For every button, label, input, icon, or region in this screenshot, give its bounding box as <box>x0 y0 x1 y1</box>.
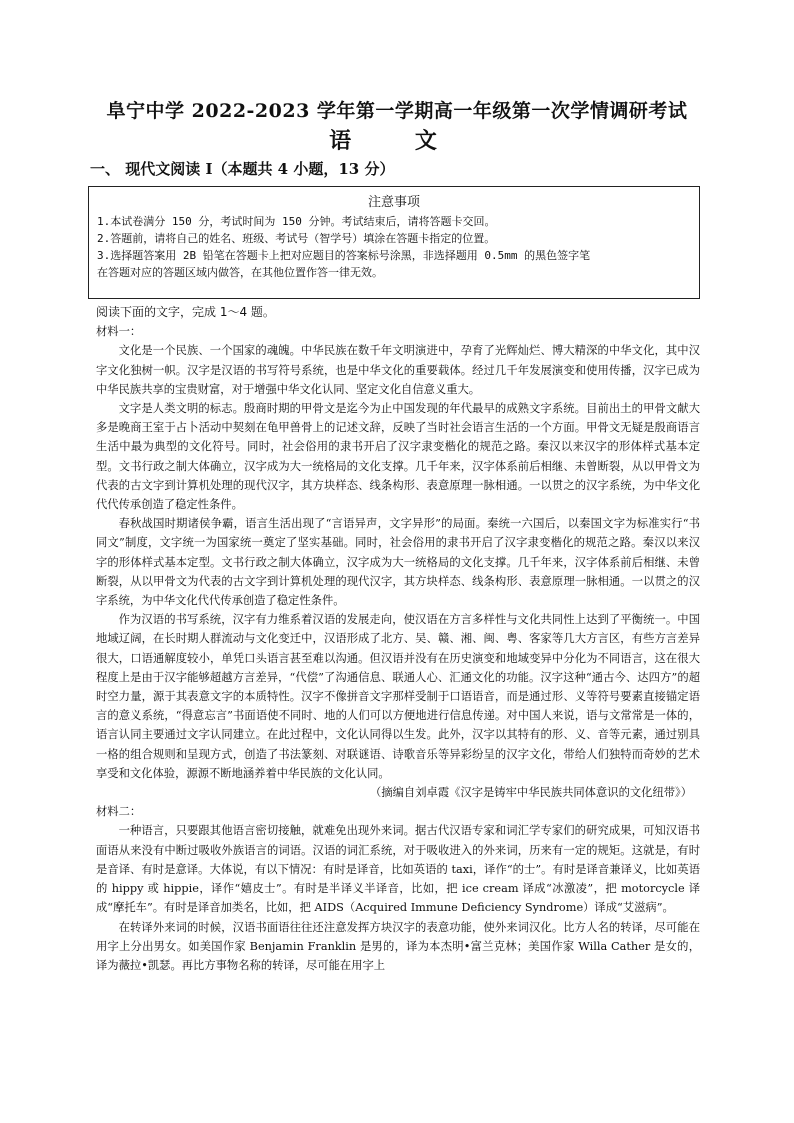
notice-item: 1.本试卷满分 150 分，考试时间为 150 分钟。考试结束后，请将答题卡交回。 <box>97 215 496 228</box>
notice-item: 在答题对应的答题区域内做答，在其他位置作答一律无效。 <box>97 266 383 279</box>
subject-heading: 语 文 <box>329 128 465 154</box>
reading-instruction: 阅读下面的文字，完成 1～4 题。 <box>96 305 275 319</box>
notice-title: 注意事项 <box>367 195 420 210</box>
material-1-paragraph: 文化是一个民族、一个国家的魂魄。中华民族在数千年文明演进中，孕育了光辉灿烂、博大精深的中华文化，其中汉字文化独树一帜。汉字是汉语的书写符号系统，也是中华文化的重要载体。经过几千年发展演变和使用传播，汉字已成为中华民族共享的宝贵财富，对于增强中华文化认同、坚定文化自信意义重大。 <box>96 344 700 396</box>
material-1-label: 材料一： <box>96 325 142 339</box>
material-1-paragraph: 春秋战国时期诸侯争霸，语言生活出现了“言语异声，文字异形”的局面。秦统一六国后，以秦国文字为标准实行“书同文”制度，文字统一为国家统一奠定了坚实基础。同时，社会俗用的隶书开启了汉字隶变楷化的规范之路。秦汉以来汉字的形体样式基本定型。文书行政之制大体确立，汉字成为大一统格局的文化支撑。几千年来，汉字体系前后相继、未曾断裂，从以甲骨文为代表的古文字到计算机处理的现代汉字，其方块样态、线条构形、表意原理一脉相通。一以贯之的汉字系统，为中华文化代代传承创造了稳定性条件。 <box>96 517 700 608</box>
material-1-paragraph: 作为汉语的书写系统，汉字有力维系着汉语的发展走向，使汉语在方言多样性与文化共同性上达到了平衡统一。中国地域辽阔，在长时期人群流动与文化变迁中，汉语形成了北方、吴、赣、湘、闽、粤、客家等几大方言区，有些方言差异很大，口语通解度较小，单凭口头语言甚至难以沟通。但汉语并没有在历史演变和地域变异中分化为不同语言，这在很大程度上是由于汉字能够超越方言差异，“代偿”了沟通信息、联通人心、汇通文化的功能。汉字这种“通古今、达四方”的超时空力量，源于其表意文字的本质特性。汉字不像拼音文字那样受制于口语语音，而是通过形、义等符号要素直接锚定语言的意义系统，“得意忘言”书面语使不同时、地的人们可以方便地进行信息传递。对中国人来说，语与文常常是一体的，语言认同主要通过文字认同建立。在此过程中，文化认同得以生发。此外，汉字以其特有的形、义、音等元素，通过别具一格的组合规则和呈现方式，创造了书法篆刻、对联谜语、诗歌音乐等异彩纷呈的汉字文化，带给人们独特而奇妙的艺术享受和文化体验，源源不断地涵养着中华民族的文化认同。 <box>96 613 700 780</box>
notice-box <box>88 186 700 299</box>
material-2-label: 材料二： <box>96 805 142 819</box>
exam-title: 阜宁中学 2022-2023 学年第一学期高一年级第一次学情调研考试 <box>106 100 688 122</box>
notice-item: 2.答题前，请将自己的姓名、班级、考试号（智学号）填涂在答题卡指定的位置。 <box>97 232 496 245</box>
section-heading: 一、 现代文阅读 I（本题共 4 小题，13 分） <box>90 160 395 178</box>
reading-passage <box>96 303 700 975</box>
material-1-source: （摘编自刘卓霞《汉字是铸牢中华民族共同体意识的文化纽带》） <box>370 786 692 800</box>
notice-item: 3.选择题答案用 2B 铅笔在答题卡上把对应题目的答案标号涂黑，非选择题用 0.5mm 的黑色签字笔 <box>97 249 591 262</box>
material-1-paragraph: 文字是人类文明的标志。殷商时期的甲骨文是迄今为止中国发现的年代最早的成熟文字系统。目前出土的甲骨文献大多是晚商王室于占卜活动中契刻在龟甲兽骨上的记述文辞，反映了当时社会语言生活的一个方面。甲骨文无疑是殷商语言生活中最为典型的文化符号。同时，社会俗用的隶书开启了汉字隶变楷化的规范之路。秦汉以来汉字的形体样式基本定型。文书行政之制大体确立，汉字成为大一统格局的文化支撑。几千年来，汉字体系前后相继、未曾断裂，从以甲骨文为代表的古文字到计算机处理的现代汉字，其方块样态、线条构形、表意原理一脉相通。一以贯之的汉字系统，为中华文化代代传承创造了稳定性条件。 <box>96 402 700 512</box>
material-2-paragraph: 在转译外来词的时候，汉语书面语往往还注意发挥方块汉字的表意功能，使外来词汉化。比方人名的转译，尽可能在用字上分出男女。如美国作家 Benjamin Franklin 是男的，译为本杰明•富兰克林；美国作家 Willa Cather 是女的，译为薇拉•凯瑟。再比方事物名称的转译，尽可能在用字上 <box>96 920 700 972</box>
material-2-paragraph: 一种语言，只要跟其他语言密切接触，就难免出现外来词。据古代汉语专家和词汇学专家们的研究成果，可知汉语书面语从来没有中断过吸收外族语言的词语。汉语的词汇系统，对于吸收进入的外来词，历来有一定的规矩。这就是，有时是音译、有时是意译。大体说，有以下情况：有时是译音，比如英语的 taxi，译作“的士”。有时是译音兼译义，比如英语的 hippy 或 hippie，译作“嬉皮士”。有时是半译义半译音，比如，把 ice cream 译成“冰激凌”，把 motorcycle 译成“摩托车”。有时是译音加类名，比如，把 AIDS（Acquired Immune Deficiency Syndrome）译成“艾滋病”。 <box>96 824 700 915</box>
